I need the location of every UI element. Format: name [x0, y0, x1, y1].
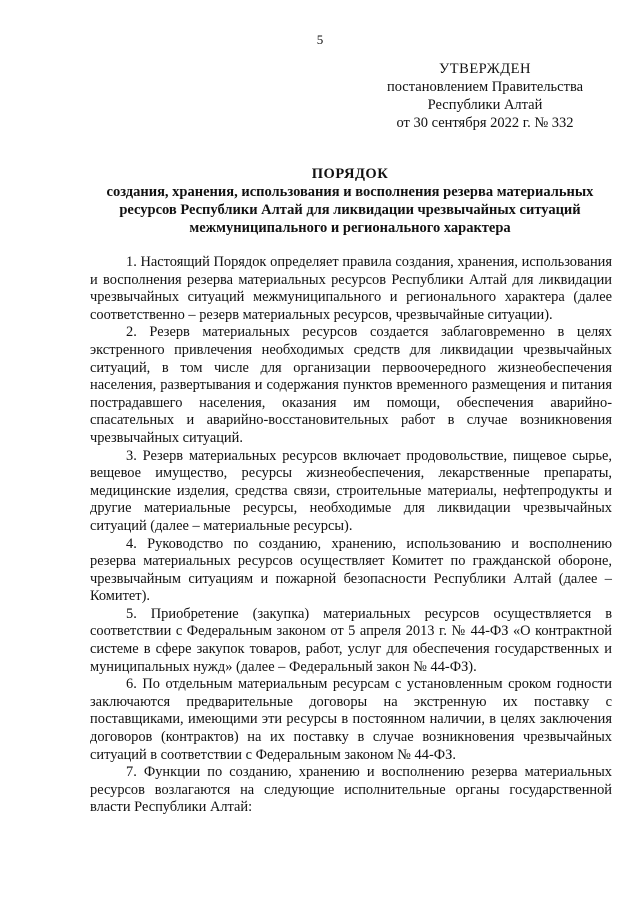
paragraph-4: 4. Руководство по созданию, хранению, использованию и восполнению резерва материальных ресурсов осуществляет Комитет по гражданской обороне, чрезвычайным ситуациям и пожарной безопасности Республики Алтай (далее – Комитет). [90, 535, 612, 605]
approval-heading: УТВЕРЖДЕН [439, 61, 531, 77]
paragraph-1: 1. Настоящий Порядок определяет правила создания, хранения, использования и восполнения резерва материальных ресурсов Республики Алтай для ликвидации чрезвычайных ситуаций межмуниципального и регионального характера (далее соответственно – резерв материальных ресурсов, чрезвычайные ситуации). [90, 254, 612, 323]
title-main: ПОРЯДОК [311, 166, 389, 182]
approval-line-3: от 30 сентября 2022 г. № 332 [396, 115, 574, 131]
paragraph-6: 6. По отдельным материальным ресурсам с установленным сроком годности заключаются предварительные договоры на экстренную их поставку с поставщиками, имеющими эти ресурсы в постоянном наличии, в целях заключения договоров (контрактов) на их поставку в случае возникновения чрезвычайных ситуаций в соответствии с Федеральным законом № 44-ФЗ. [90, 676, 612, 763]
approval-stamp [360, 60, 610, 132]
paragraph-5: 5. Приобретение (закупка) материальных ресурсов осуществляется в соответствии с Федеральным законом от 5 апреля 2013 г. № 44-ФЗ «О контрактной системе в сфере закупок товаров, работ, услуг для обеспечения государственных и муниципальных нужд» (далее – Федеральный закон № 44-ФЗ). [90, 605, 612, 675]
title-subtitle: создания, хранения, использования и восполнения резерва материальных ресурсов Республики Алтай для ликвидации чрезвычайных ситуаций межмуниципального и регионального характера [106, 184, 594, 236]
document-title [80, 165, 620, 237]
paragraph-3: 3. Резерв материальных ресурсов включает продовольствие, пищевое сырье, вещевое имущество, ресурсы жизнеобеспечения, лекарственные препараты, медицинские изделия, средства связи, строительные материалы, нефтепродукты и другие материальные ресурсы, необходимые для ликвидации чрезвычайных ситуаций (далее – материальные ресурсы). [90, 447, 612, 534]
paragraph-7: 7. Функции по созданию, хранению и восполнению резерва материальных ресурсов возлагаются на следующие исполнительные органы государственной власти Республики Алтай: [90, 764, 612, 816]
approval-line-2: Республики Алтай [427, 97, 543, 113]
document-body [90, 254, 612, 817]
paragraph-2: 2. Резерв материальных ресурсов создается заблаговременно в целях экстренного привлечения необходимых средств для ликвидации чрезвычайных ситуаций, в том числе для организации первоочередного жизнеобеспечения населения, развертывания и содержания пунктов временного размещения и питания пострадавшего населения, оказания им помощи, обеспечения аварийно-спасательных и аварийно-восстановительных работ в случае возникновения чрезвычайных ситуаций. [90, 324, 612, 446]
page-number: 5 [316, 32, 324, 47]
approval-line-1: постановлением Правительства [386, 79, 584, 95]
